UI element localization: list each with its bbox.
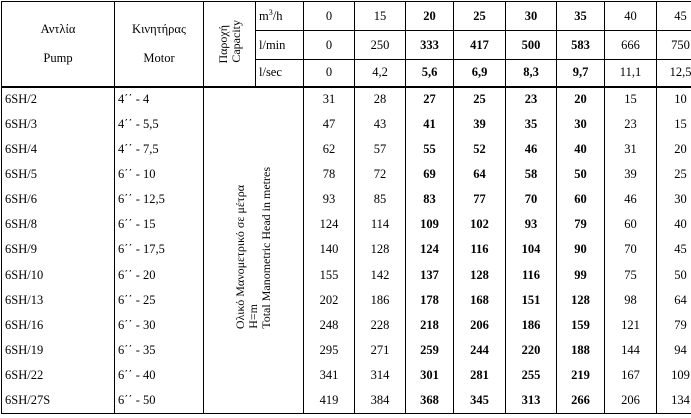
- pump-model-cell: 6SH/16: [2, 313, 115, 338]
- pump-column-header: [2, 2, 115, 87]
- head-value-cell: 43: [355, 112, 406, 137]
- table-row: [2, 187, 691, 212]
- head-value-cell: 83: [406, 187, 454, 212]
- lsec-value: 8,3: [506, 60, 557, 87]
- head-value-cell: 134: [657, 388, 691, 413]
- head-value-cell: 79: [557, 212, 605, 237]
- head-value-cell: 30: [557, 112, 605, 137]
- table-row: [2, 313, 691, 338]
- head-value-cell: 159: [557, 313, 605, 338]
- head-value-cell: 99: [557, 262, 605, 287]
- lsec-value: 4,2: [355, 60, 406, 87]
- head-value-cell: 124: [304, 212, 355, 237]
- head-value-cell: 15: [657, 112, 691, 137]
- head-value-cell: 93: [304, 187, 355, 212]
- lmin-value: 417: [454, 31, 506, 60]
- head-value-cell: 128: [355, 237, 406, 262]
- m3h-value: 20: [406, 2, 454, 31]
- head-value-cell: 281: [454, 363, 506, 388]
- head-value-cell: 40: [557, 137, 605, 162]
- head-value-cell: 124: [406, 237, 454, 262]
- motor-cell: 6΄΄ - 12,5: [115, 187, 204, 212]
- head-value-cell: 109: [406, 212, 454, 237]
- motor-column-header: [115, 2, 204, 87]
- head-value-cell: 151: [506, 288, 557, 313]
- table-row: [2, 338, 691, 363]
- head-value-cell: 60: [605, 212, 657, 237]
- head-value-cell: 301: [406, 363, 454, 388]
- motor-cell: 6΄΄ - 35: [115, 338, 204, 363]
- pump-header-greek: Αντλία: [40, 21, 76, 36]
- lmin-value: 666: [605, 31, 657, 60]
- table-row: [2, 87, 691, 112]
- m3h-value: 30: [506, 2, 557, 31]
- pump-model-cell: 6SH/5: [2, 162, 115, 187]
- head-value-cell: 114: [355, 212, 406, 237]
- head-value-cell: 295: [304, 338, 355, 363]
- head-value-cell: 20: [657, 137, 691, 162]
- head-value-cell: 47: [304, 112, 355, 137]
- head-value-cell: 266: [557, 388, 605, 413]
- table-row: [2, 363, 691, 388]
- head-value-cell: 60: [557, 187, 605, 212]
- head-value-cell: 69: [406, 162, 454, 187]
- motor-cell: 6΄΄ - 10: [115, 162, 204, 187]
- m3h-value: 15: [355, 2, 406, 31]
- head-value-cell: 93: [506, 212, 557, 237]
- pump-model-cell: 6SH/4: [2, 137, 115, 162]
- head-value-cell: 248: [304, 313, 355, 338]
- motor-cell: 6΄΄ - 15: [115, 212, 204, 237]
- head-value-cell: 313: [506, 388, 557, 413]
- total-head-label-symbol: H=m: [246, 304, 260, 330]
- head-value-cell: 345: [454, 388, 506, 413]
- lsec-value: 6,9: [454, 60, 506, 87]
- head-value-cell: 10: [657, 87, 691, 112]
- pump-model-cell: 6SH/8: [2, 212, 115, 237]
- head-value-cell: 77: [454, 187, 506, 212]
- lsec-value: 9,7: [557, 60, 605, 87]
- head-value-cell: 137: [406, 262, 454, 287]
- head-value-cell: 220: [506, 338, 557, 363]
- head-value-cell: 206: [454, 313, 506, 338]
- motor-cell: 4΄΄ - 4: [115, 87, 204, 112]
- head-value-cell: 52: [454, 137, 506, 162]
- m3h-value: 40: [605, 2, 657, 31]
- pump-model-cell: 6SH/2: [2, 87, 115, 112]
- table-row: [2, 288, 691, 313]
- head-value-cell: 64: [657, 288, 691, 313]
- head-value-cell: 206: [605, 388, 657, 413]
- head-value-cell: 28: [355, 87, 406, 112]
- unit-m3h: $m^3/h$: [256, 2, 304, 31]
- head-value-cell: 62: [304, 137, 355, 162]
- head-value-cell: 72: [355, 162, 406, 187]
- head-value-cell: 15: [605, 87, 657, 112]
- lmin-value: 750: [657, 31, 691, 60]
- motor-cell: 6΄΄ - 25: [115, 288, 204, 313]
- lsec-value: 11,1: [605, 60, 657, 87]
- unit-lsec: l/sec: [256, 60, 304, 87]
- unit-lmin: l/min: [256, 31, 304, 60]
- lsec-value: 0: [304, 60, 355, 87]
- pump-model-cell: 6SH/13: [2, 288, 115, 313]
- table-row: [2, 212, 691, 237]
- head-value-cell: 31: [304, 87, 355, 112]
- pump-model-cell: 6SH/22: [2, 363, 115, 388]
- head-value-cell: 98: [605, 288, 657, 313]
- head-value-cell: 23: [605, 112, 657, 137]
- pump-model-cell: 6SH/27S: [2, 388, 115, 413]
- motor-cell: 6΄΄ - 40: [115, 363, 204, 388]
- head-value-cell: 155: [304, 262, 355, 287]
- head-value-cell: 142: [355, 262, 406, 287]
- head-value-cell: 104: [506, 237, 557, 262]
- head-value-cell: 58: [506, 162, 557, 187]
- head-value-cell: 219: [557, 363, 605, 388]
- motor-cell: 4΄΄ - 7,5: [115, 137, 204, 162]
- head-value-cell: 79: [657, 313, 691, 338]
- lsec-value: 5,6: [406, 60, 454, 87]
- head-value-cell: 102: [454, 212, 506, 237]
- head-value-cell: 23: [506, 87, 557, 112]
- head-value-cell: 188: [557, 338, 605, 363]
- motor-header-english: Motor: [143, 50, 175, 65]
- head-value-cell: 31: [605, 137, 657, 162]
- motor-header-greek: Κινητήρας: [132, 21, 186, 36]
- head-value-cell: 218: [406, 313, 454, 338]
- motor-cell: 4΄΄ - 5,5: [115, 112, 204, 137]
- head-value-cell: 57: [355, 137, 406, 162]
- total-head-label-english: Total Manometric Head in metres: [259, 167, 273, 330]
- head-value-cell: 35: [506, 112, 557, 137]
- head-value-cell: 109: [657, 363, 691, 388]
- pump-model-cell: 6SH/19: [2, 338, 115, 363]
- table-body: [2, 87, 691, 414]
- head-value-cell: 116: [506, 262, 557, 287]
- head-value-cell: 419: [304, 388, 355, 413]
- head-value-cell: 384: [355, 388, 406, 413]
- capacity-header-greek: Παροχή: [215, 24, 230, 64]
- total-head-label: [204, 87, 304, 414]
- lsec-value: 12,5: [657, 60, 691, 87]
- lmin-value: 250: [355, 31, 406, 60]
- head-value-cell: 25: [657, 162, 691, 187]
- m3h-value: 25: [454, 2, 506, 31]
- table-row: [2, 237, 691, 262]
- capacity-header-english: Capacity: [228, 20, 243, 64]
- m3h-value: 45: [657, 2, 691, 31]
- head-value-cell: 55: [406, 137, 454, 162]
- head-value-cell: 271: [355, 338, 406, 363]
- motor-cell: 6΄΄ - 17,5: [115, 237, 204, 262]
- head-value-cell: 39: [454, 112, 506, 137]
- head-value-cell: 78: [304, 162, 355, 187]
- table-row: [2, 388, 691, 413]
- head-value-cell: 144: [605, 338, 657, 363]
- head-value-cell: 50: [557, 162, 605, 187]
- head-value-cell: 90: [557, 237, 605, 262]
- head-value-cell: 116: [454, 237, 506, 262]
- head-value-cell: 85: [355, 187, 406, 212]
- head-value-cell: 46: [605, 187, 657, 212]
- table-row: [2, 262, 691, 287]
- head-value-cell: 128: [454, 262, 506, 287]
- table-row: [2, 162, 691, 187]
- head-value-cell: 45: [657, 237, 691, 262]
- head-value-cell: 228: [355, 313, 406, 338]
- head-value-cell: 202: [304, 288, 355, 313]
- pump-model-cell: 6SH/6: [2, 187, 115, 212]
- head-value-cell: 41: [406, 112, 454, 137]
- head-value-cell: 70: [506, 187, 557, 212]
- head-value-cell: 168: [454, 288, 506, 313]
- capacity-header: [204, 2, 256, 87]
- head-value-cell: 64: [454, 162, 506, 187]
- lmin-value: 583: [557, 31, 605, 60]
- pump-header-english: Pump: [43, 50, 73, 65]
- head-value-cell: 70: [605, 237, 657, 262]
- head-value-cell: 50: [657, 262, 691, 287]
- lmin-value: 333: [406, 31, 454, 60]
- head-value-cell: 167: [605, 363, 657, 388]
- head-value-cell: 20: [557, 87, 605, 112]
- head-value-cell: 25: [454, 87, 506, 112]
- lmin-value: 0: [304, 31, 355, 60]
- total-head-label-greek: Ολικό Μανομετρικό σε μέτρα: [233, 185, 247, 330]
- pump-model-cell: 6SH/10: [2, 262, 115, 287]
- head-value-cell: 46: [506, 137, 557, 162]
- pump-performance-table: [1, 1, 691, 414]
- table-row: [2, 137, 691, 162]
- head-value-cell: 178: [406, 288, 454, 313]
- head-value-cell: 368: [406, 388, 454, 413]
- head-value-cell: 128: [557, 288, 605, 313]
- motor-cell: 6΄΄ - 20: [115, 262, 204, 287]
- table-row: [2, 112, 691, 137]
- head-value-cell: 186: [506, 313, 557, 338]
- head-value-cell: 27: [406, 87, 454, 112]
- m3h-value: 35: [557, 2, 605, 31]
- head-value-cell: 75: [605, 262, 657, 287]
- head-value-cell: 186: [355, 288, 406, 313]
- head-value-cell: 244: [454, 338, 506, 363]
- motor-cell: 6΄΄ - 50: [115, 388, 204, 413]
- head-value-cell: 255: [506, 363, 557, 388]
- head-value-cell: 140: [304, 237, 355, 262]
- pump-model-cell: 6SH/9: [2, 237, 115, 262]
- head-value-cell: 30: [657, 187, 691, 212]
- head-value-cell: 341: [304, 363, 355, 388]
- head-value-cell: 39: [605, 162, 657, 187]
- pump-model-cell: 6SH/3: [2, 112, 115, 137]
- head-value-cell: 94: [657, 338, 691, 363]
- head-value-cell: 40: [657, 212, 691, 237]
- head-value-cell: 259: [406, 338, 454, 363]
- head-value-cell: 121: [605, 313, 657, 338]
- m3h-value: 0: [304, 2, 355, 31]
- motor-cell: 6΄΄ - 30: [115, 313, 204, 338]
- lmin-value: 500: [506, 31, 557, 60]
- head-value-cell: 314: [355, 363, 406, 388]
